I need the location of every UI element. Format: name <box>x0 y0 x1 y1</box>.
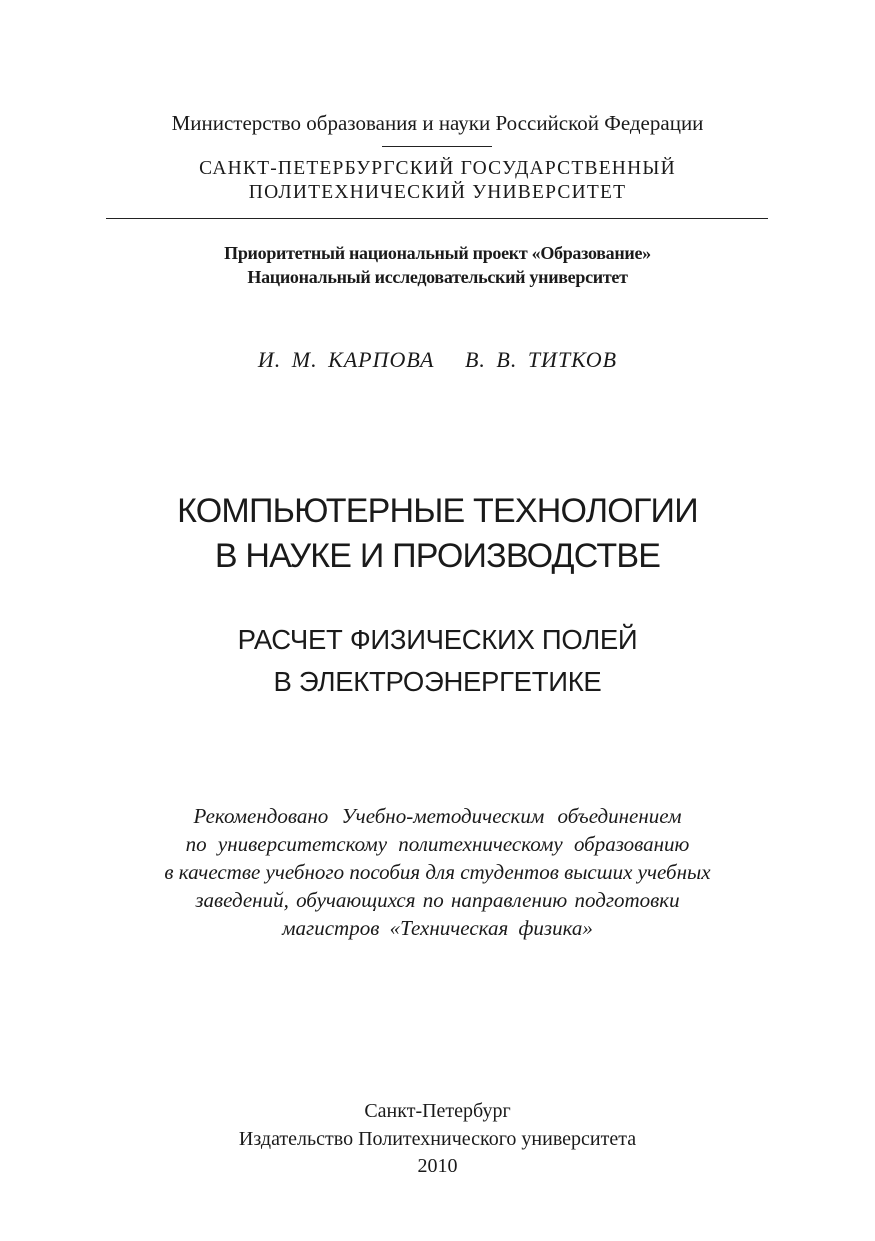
recommendation-line-4: заведений, обучающихся по направлению подготовки <box>195 888 680 912</box>
recommendation-line-1: Рекомендовано Учебно-методическим объединением <box>193 804 682 828</box>
project-line-1: Приоритетный национальный проект «Образование» <box>224 243 651 263</box>
imprint-year: 2010 <box>417 1155 458 1177</box>
title-line-1: КОМПЬЮТЕРНЫЕ ТЕХНОЛОГИИ <box>177 492 698 530</box>
imprint-city: Санкт-Петербург <box>364 1100 511 1122</box>
subtitle-line-2: В ЭЛЕКТРОЭНЕРГЕТИКЕ <box>273 666 602 697</box>
short-divider <box>382 146 492 147</box>
header-divider <box>106 218 768 219</box>
imprint-publisher: Издательство Политехнического университета <box>238 1128 637 1150</box>
recommendation-line-3: в качестве учебного пособия для студентов высших учебных <box>164 860 711 884</box>
subtitle-line-1: РАСЧЕТ ФИЗИЧЕСКИХ ПОЛЕЙ <box>237 624 638 655</box>
title-line-2: В НАУКЕ И ПРОИЗВОДСТВЕ <box>214 537 661 575</box>
university-name-line-1: САНКТ-ПЕТЕРБУРГСКИЙ ГОСУДАРСТВЕННЫЙ <box>199 158 676 179</box>
author-2: В. В. ТИТКОВ <box>464 347 618 372</box>
author-1: И. М. КАРПОВА <box>257 347 435 372</box>
authors <box>0 349 875 371</box>
university-name-line-2: ПОЛИТЕХНИЧЕСКИЙ УНИВЕРСИТЕТ <box>248 182 627 203</box>
recommendation-line-5: магистров «Техническая физика» <box>282 916 593 940</box>
recommendation-line-2: по университетскому политехническому образованию <box>185 832 690 856</box>
project-line-2: Национальный исследовательский университет <box>247 267 628 287</box>
ministry-name: Министерство образования и науки Российской Федерации <box>171 111 704 135</box>
